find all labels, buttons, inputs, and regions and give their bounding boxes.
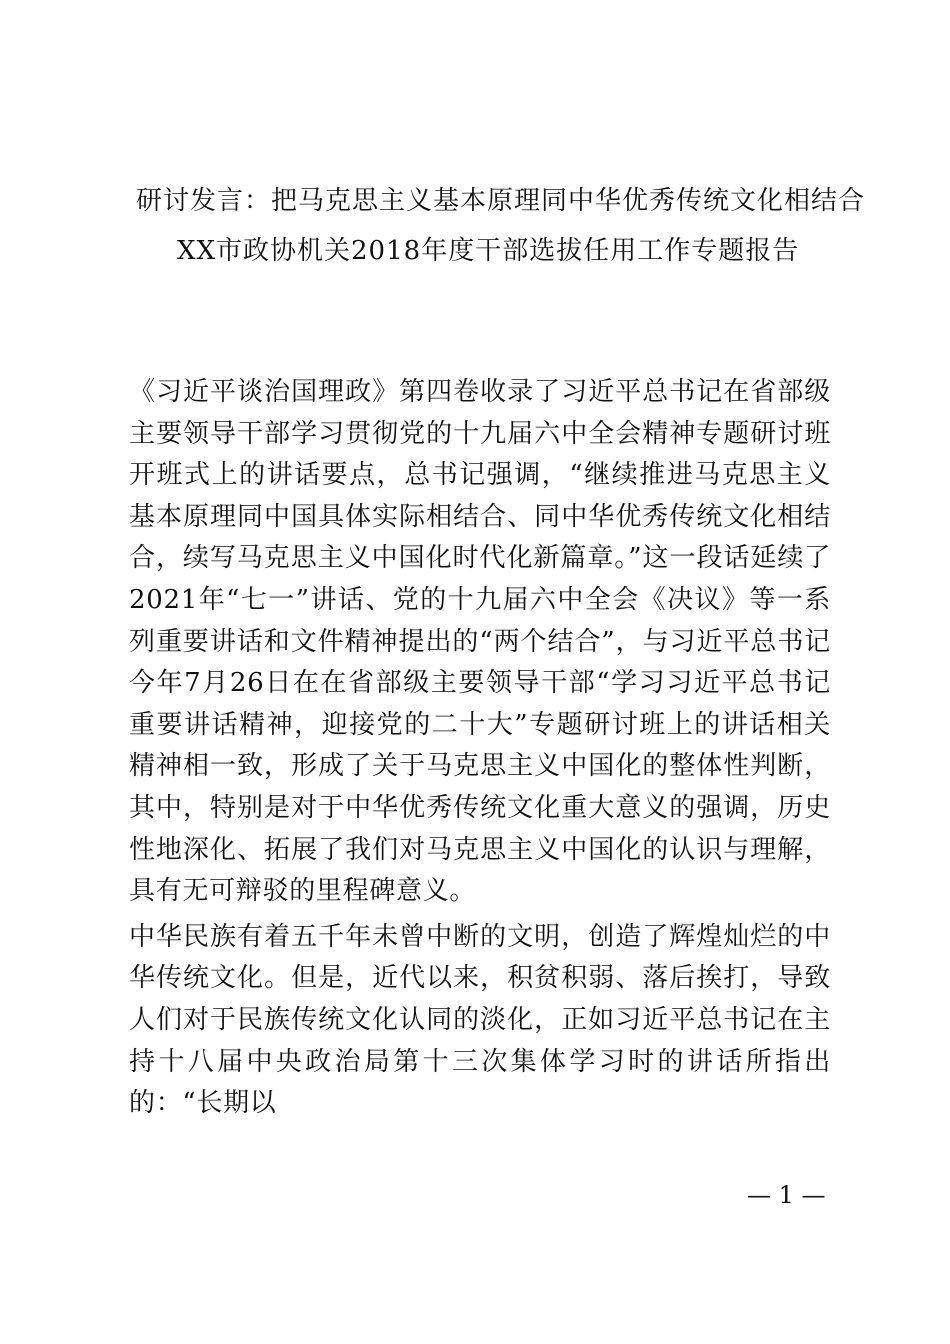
document-subtitle: XX市政协机关2018年度干部选拔任用工作专题报告	[177, 236, 800, 266]
document-title: 研讨发言：把马克思主义基本原理同中华优秀传统文化相结合	[136, 186, 866, 216]
paragraph-1: 《习近平谈治国理政》第四卷收录了习近平总书记在省部级主要领导干部学习贯彻党的十九届六中全会精神专题研讨班开班式上的讲话要点，总书记强调，“继续推进马克思主义基本原理同中国具体实际相结合、同中华优秀传统文化相结合，续写马克思主义中国化时代化新篇章。”这一段话延续了2021年“七一”讲话、党的十九届六中全会《决议》等一系列重要讲话和文件精神提出的“两个结合”，与习近平总书记今年7月26日在在省部级主要领导干部“学习习近平总书记重要讲话精神，迎接党的二十大”专题研讨班上的讲话相关精神相一致，形成了关于马克思主义中国化的整体性判断，其中，特别是对于中华优秀传统文化重大意义的强调，历史性地深化、拓展了我们对马克思主义中国化的认识与理解，具有无可辩驳的里程碑意义。	[129, 377, 831, 907]
page-number: — 1 —	[747, 1181, 826, 1209]
title-block	[0, 176, 950, 276]
body-text	[129, 372, 831, 1125]
paragraph-2: 中华民族有着五千年未曾中断的文明，创造了辉煌灿烂的中华传统文化。但是，近代以来，积贫积弱、落后挨打，导致人们对于民族传统文化认同的淡化，正如习近平总书记在主持十八届中央政治局第十三次集体学习时的讲话所指出的：“长期以	[129, 921, 831, 1119]
